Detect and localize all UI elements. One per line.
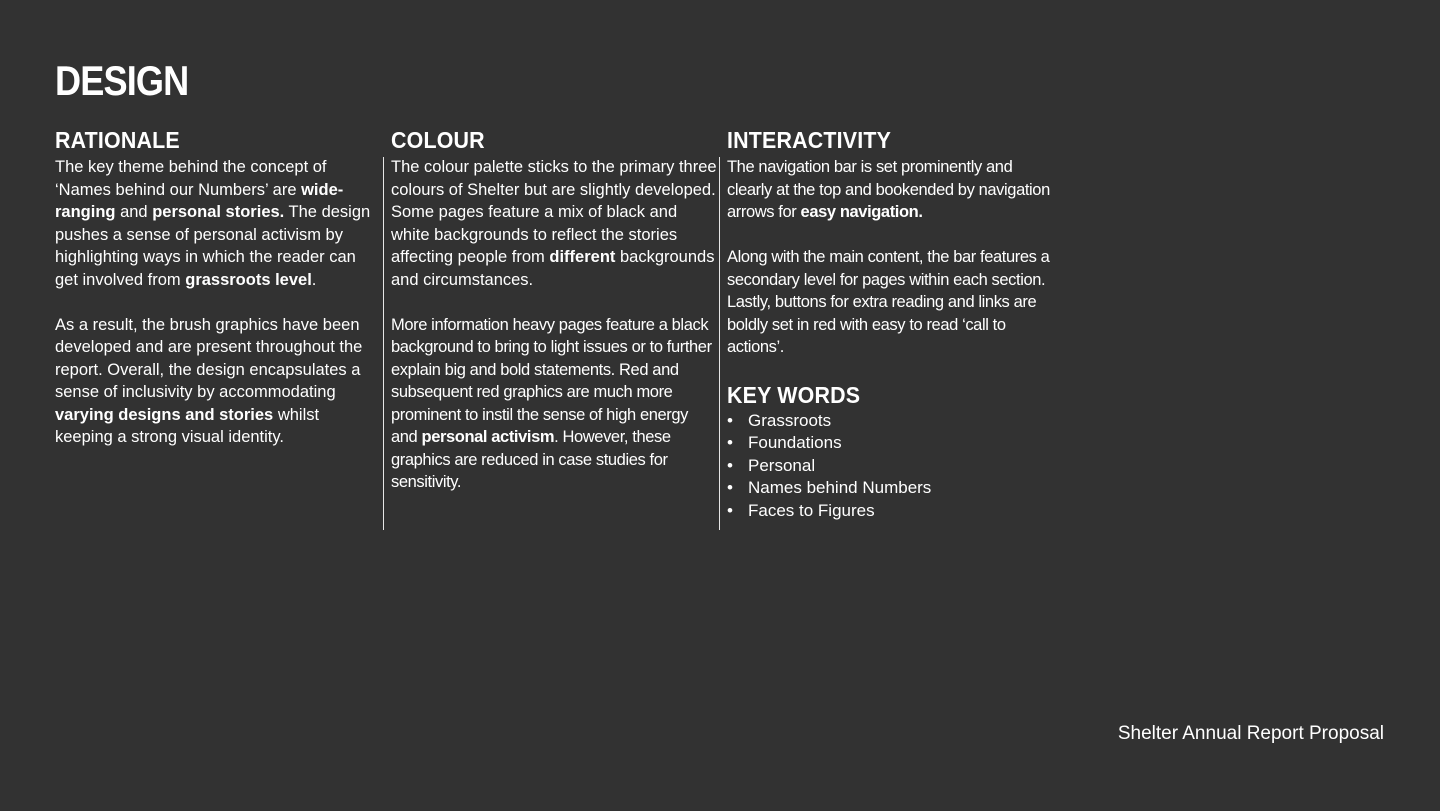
keywords-list	[727, 410, 1057, 523]
column-divider-2	[719, 157, 720, 530]
keyword-item: • Faces to Figures	[727, 500, 1057, 523]
page-title: DESIGN	[55, 57, 189, 104]
text-run: and	[115, 203, 153, 221]
emphasis-text: easy navigation.	[800, 203, 923, 221]
footer-caption: Shelter Annual Report Proposal	[1117, 723, 1384, 744]
text-run: The colour palette sticks to the primary three colours of Shelter but are slightly developed. Some pages feature a mix of black and white backgrounds to reflect the stories affecting people from	[391, 158, 717, 266]
rationale-paragraph-1	[55, 156, 380, 291]
keywords-heading: KEY WORDS	[727, 381, 861, 408]
rationale-column	[55, 126, 380, 449]
colour-column	[391, 126, 717, 494]
colour-body	[391, 156, 717, 494]
interactivity-paragraph-1	[727, 156, 1057, 224]
colour-heading: COLOUR	[391, 127, 485, 153]
rationale-paragraph-2	[55, 314, 380, 449]
emphasis-text: personal stories.	[152, 203, 285, 221]
emphasis-text: grassroots level	[185, 270, 312, 289]
colour-paragraph-2	[391, 314, 717, 494]
emphasis-text: varying designs and stories	[55, 405, 274, 424]
interactivity-paragraph-2	[727, 246, 1057, 359]
text-run: The navigation bar is set prominently and clearly at the top and bookended by navigation arrows for	[727, 158, 1050, 221]
emphasis-text: wide-ranging	[55, 180, 344, 221]
text-run: backgrounds and circumstances.	[391, 248, 715, 289]
interactivity-heading: INTERACTIVITY	[727, 127, 892, 153]
text-run: As a result, the brush graphics have been developed and are present throughout the report. Overall, the design encapsulates a sense of inclusivity by accommodating	[55, 315, 363, 401]
keyword-item: • Grassroots	[727, 410, 1057, 433]
colour-paragraph-1	[391, 156, 717, 291]
interactivity-column	[727, 126, 1057, 522]
keyword-item: • Personal	[727, 455, 1057, 478]
text-run: The key theme behind the concept of ‘Names behind our Numbers’ are	[55, 158, 327, 199]
text-run: . However, these graphics are reduced in case studies for sensitivity.	[391, 428, 671, 491]
emphasis-text: different	[549, 248, 616, 266]
emphasis-text: personal activism	[421, 428, 555, 446]
keyword-item: • Foundations	[727, 432, 1057, 455]
text-run: Along with the main content, the bar features a secondary level for pages within each section. Lastly, buttons for extra reading and links are boldly set in red with easy to read ‘call to actions’.	[727, 248, 1050, 356]
interactivity-body	[727, 156, 1057, 359]
text-run: More information heavy pages feature a black background to bring to light issues or to further explain big and bold statements. Red and subsequent red graphics are much more prominent to instil the sense of high energy and	[391, 315, 712, 446]
keyword-item: • Names behind Numbers	[727, 477, 1057, 500]
text-run: .	[311, 270, 317, 289]
rationale-body	[55, 156, 380, 449]
text-run: The design pushes a sense of personal activism by highlighting ways in which the reader can get involved from	[55, 203, 371, 289]
text-run: whilst keeping a strong visual identity.	[55, 405, 320, 446]
rationale-heading: RATIONALE	[55, 127, 180, 153]
column-divider-1	[383, 157, 384, 530]
